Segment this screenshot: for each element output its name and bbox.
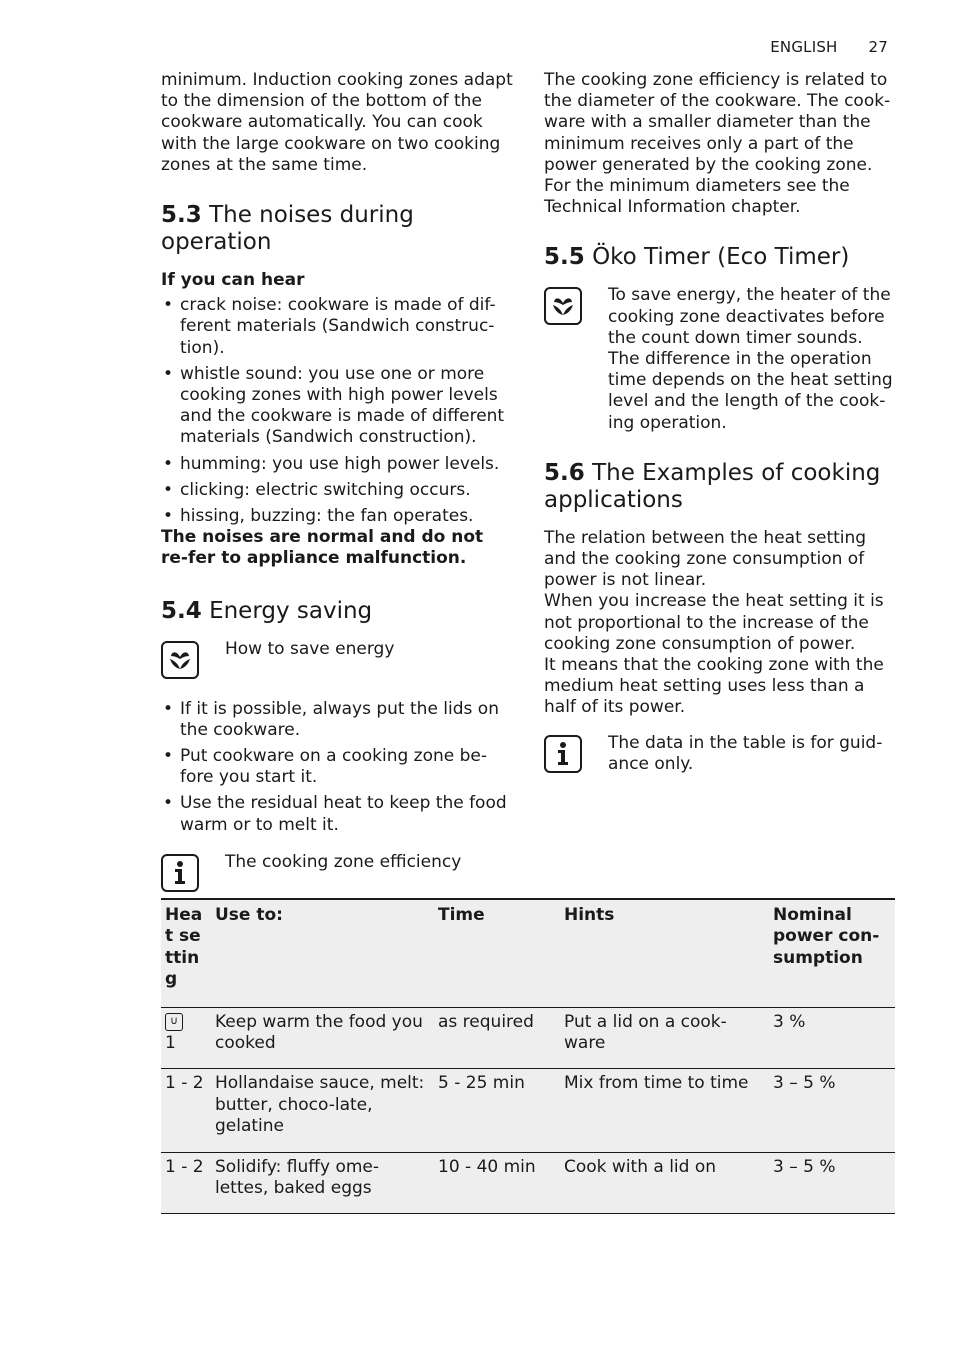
eco-leaf-icon <box>544 287 582 325</box>
list-item: • hissing, buzzing: the fan operates. <box>161 506 513 527</box>
efficiency-paragraph: The cooking zone efficiency is related to the diameter of the cookware. The cook-ware with a smaller diameter than the minimum receives only a part of the power generated by the cooking zone. For the minimum diameters see the Technical Information chapter. <box>544 70 891 218</box>
header-language: ENGLISH <box>770 38 838 56</box>
energy-note-text: How to save energy <box>225 638 395 659</box>
eco-leaf-icon <box>161 641 199 679</box>
cooking-examples-table <box>161 898 895 1214</box>
list-item: • clicking: electric switching occurs. <box>161 480 513 501</box>
table-cell: 1 - 2 <box>161 1152 211 1214</box>
section-5-6-heading: 5.6 The Examples of cooking applications <box>544 459 881 513</box>
table-row <box>161 1152 895 1214</box>
list-item: • Use the residual heat to keep the food warm or to melt it. <box>161 793 513 835</box>
column-header-heat-setting: Heat setting <box>161 899 211 1007</box>
column-header-use-to: Use to: <box>211 899 434 1007</box>
table-cell: 10 - 40 min <box>434 1152 560 1214</box>
table-cell: as required <box>434 1007 560 1069</box>
eco-timer-note <box>544 285 896 433</box>
table-cell: Mix from time to time <box>560 1069 769 1152</box>
page-header <box>770 38 888 56</box>
guidance-info-note <box>544 733 896 775</box>
list-item: • humming: you use high power levels. <box>161 454 513 475</box>
examples-paragraph-1: The relation between the heat setting and the cooking zone consumption of power is not linear. <box>544 527 867 591</box>
right-column <box>544 70 896 775</box>
table-cell: 3 % <box>769 1007 895 1069</box>
noise-list <box>161 295 513 527</box>
list-item: • If it is possible, always put the lids on the cookware. <box>161 699 513 741</box>
table-cell: 3 – 5 % <box>769 1069 895 1152</box>
table-cell: Keep warm the food you cooked <box>211 1007 434 1069</box>
section-5-5-heading: 5.5 Öko Timer (Eco Timer) <box>544 244 850 271</box>
table-cell: ∪ 1 <box>161 1007 211 1069</box>
intro-paragraph: minimum. Induction cooking zones adapt to the dimension of the bottom of the cookware automatically. You can cook with the large cookware on two cooking zones at the same time. <box>161 70 513 175</box>
table-cell: Hollandaise sauce, melt: butter, choco-late, gelatine <box>211 1069 434 1152</box>
eco-timer-text: To save energy, the heater of the cooking zone deactivates before the count down timer sounds. The difference in the operation time depends on the heat setting level and the length of the cook-ing operation. <box>608 285 893 433</box>
examples-paragraph-3: It means that the cooking zone with the medium heat setting uses less than a half of its power. <box>544 655 884 718</box>
efficiency-info-note <box>161 852 513 892</box>
energy-note <box>161 639 513 679</box>
column-header-time: Time <box>434 899 560 1007</box>
section-5-4-heading: 5.4 Energy saving <box>161 597 373 624</box>
table-row <box>161 1069 895 1152</box>
table-cell: 5 - 25 min <box>434 1069 560 1152</box>
table-row <box>161 1007 895 1069</box>
efficiency-info-text: The cooking zone efficiency <box>225 851 462 872</box>
list-item: • Put cookware on a cooking zone be-fore you start it. <box>161 746 513 788</box>
table-cell: Solidify: fluffy ome-lettes, baked eggs <box>211 1152 434 1214</box>
info-icon <box>544 735 582 773</box>
table-cell: 1 - 2 <box>161 1069 211 1152</box>
column-header-hints: Hints <box>560 899 769 1007</box>
table-cell: Cook with a lid on <box>560 1152 769 1214</box>
examples-paragraph-2: When you increase the heat setting it is not proportional to the increase of the cooking zone consumption of power. <box>544 591 884 654</box>
if-you-can-hear-subhead: If you can hear <box>161 270 305 291</box>
column-header-nominal-power: Nominal power con-sumption <box>769 899 895 1007</box>
info-icon <box>161 854 199 892</box>
list-item: • whistle sound: you use one or more cooking zones with high power levels and the cookware is made of different materials (Sandwich construction). <box>161 364 513 449</box>
keep-warm-icon: ∪ <box>165 1013 183 1031</box>
table-cell: Put a lid on a cook-ware <box>560 1007 769 1069</box>
table-header-row <box>161 899 895 1007</box>
table-cell: 3 – 5 % <box>769 1152 895 1214</box>
noise-normal-note: The noises are normal and do not re-fer to appliance malfunction. <box>161 527 484 569</box>
list-item: • crack noise: cookware is made of dif-ferent materials (Sandwich construc-tion). <box>161 295 513 359</box>
page-number: 27 <box>868 38 888 56</box>
left-column <box>161 70 513 892</box>
energy-list <box>161 699 513 836</box>
section-5-3-heading: 5.3 The noises during operation <box>161 202 414 256</box>
guidance-info-text: The data in the table is for guid-ance only. <box>608 732 883 774</box>
